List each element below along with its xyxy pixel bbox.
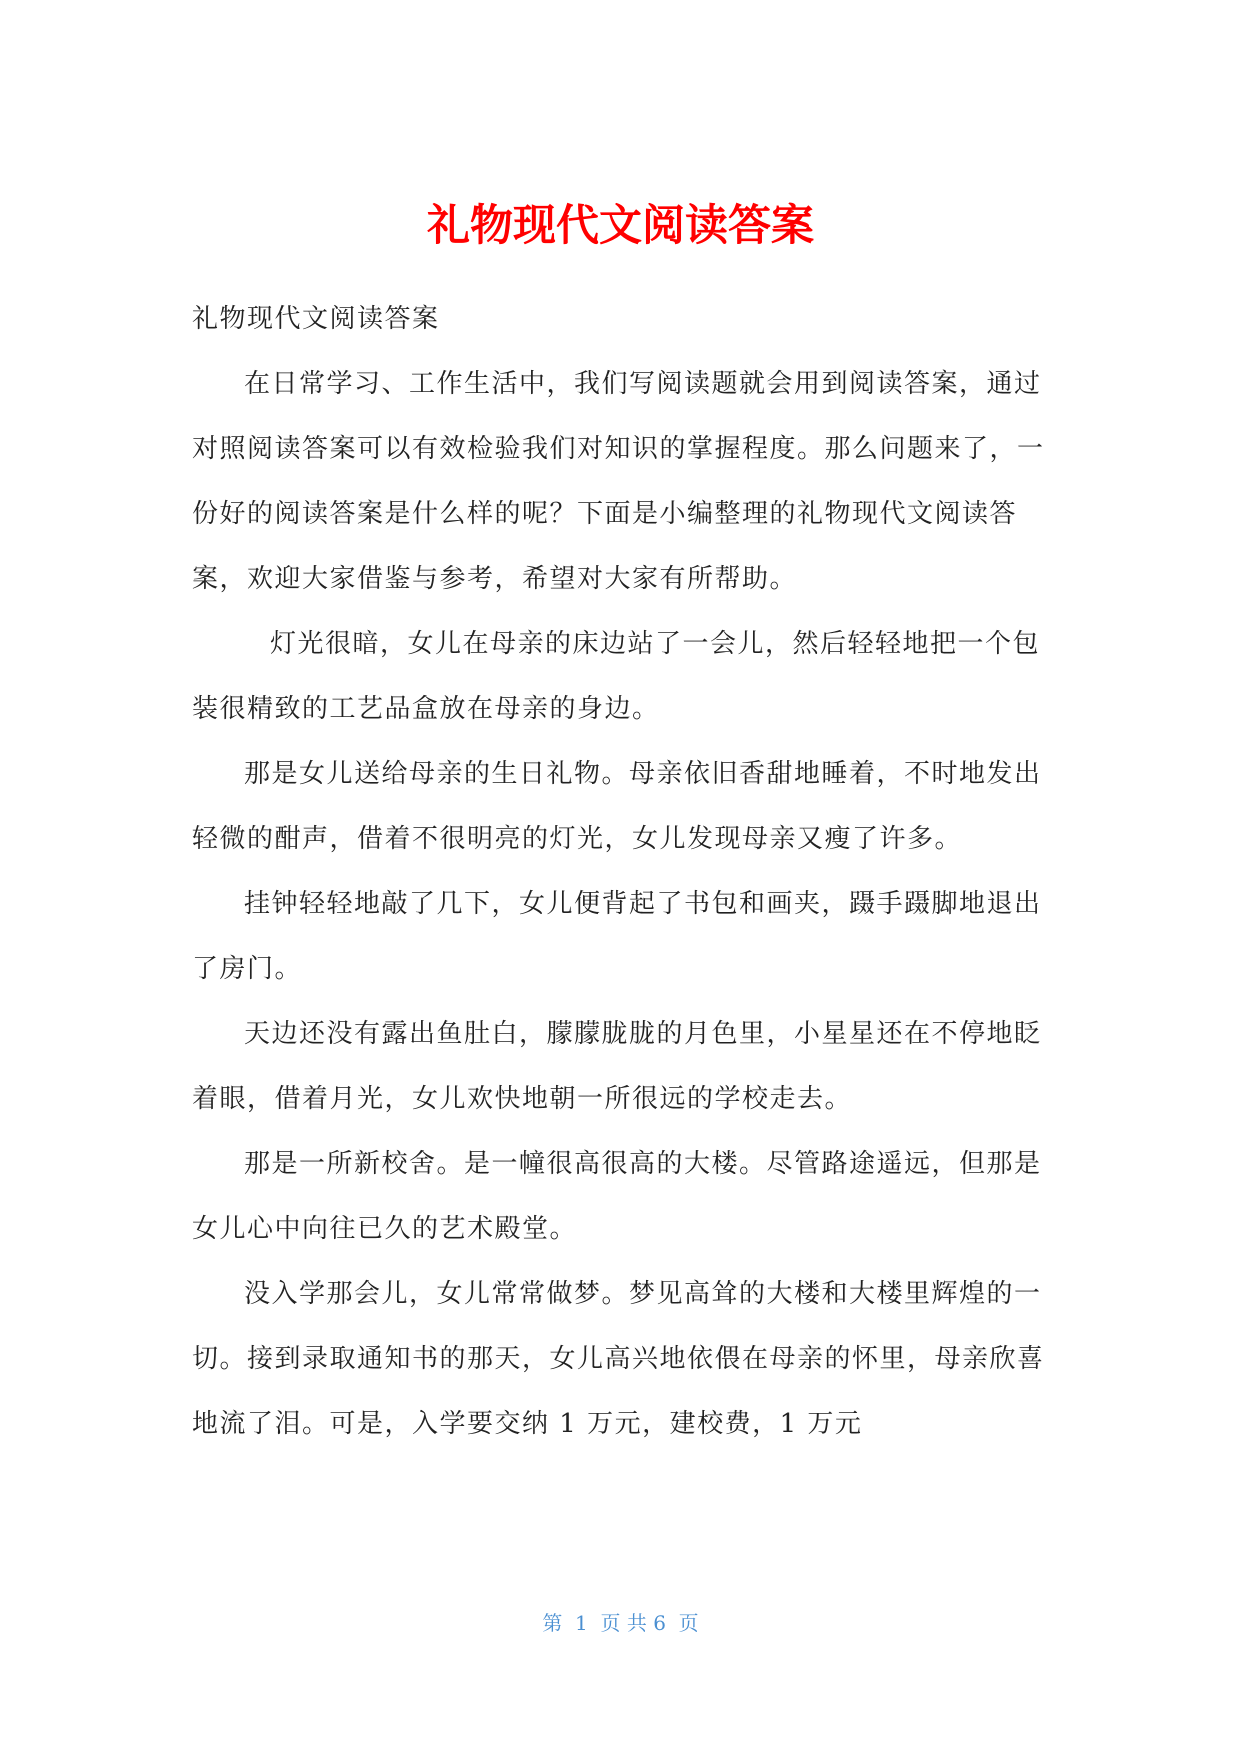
paragraph: 灯光很暗，女儿在母亲的床边站了一会儿，然后轻轻地把一个包装很精致的工艺品盒放在母亲的身边。 xyxy=(192,629,1041,724)
document-title: 礼物现代文阅读答案 xyxy=(427,201,814,251)
document-body xyxy=(192,287,1048,1457)
page-number-footer: 第 1 页 共 6 页 xyxy=(542,1611,699,1635)
paragraph: 天边还没有露出鱼肚白，朦朦胧胧的月色里，小星星还在不停地眨着眼，借着月光，女儿欢快地朝一所很远的学校走去。 xyxy=(192,1019,1042,1114)
paragraph-intro: 在日常学习、工作生活中，我们写阅读题就会用到阅读答案，通过对照阅读答案可以有效检验我们对知识的掌握程度。那么问题来了，一份好的阅读答案是什么样的呢？下面是小编整理的礼物现代文阅读答案，欢迎大家借鉴与参考，希望对大家有所帮助。 xyxy=(192,369,1045,594)
paragraph: 挂钟轻轻地敲了几下，女儿便背起了书包和画夹，蹑手蹑脚地退出了房门。 xyxy=(192,889,1042,984)
paragraph: 那是一所新校舍。是一幢很高很高的大楼。尽管路途遥远，但那是女儿心中向往已久的艺术殿堂。 xyxy=(192,1149,1042,1244)
paragraph: 那是女儿送给母亲的生日礼物。母亲依旧香甜地睡着，不时地发出轻微的酣声，借着不很明亮的灯光，女儿发现母亲又瘦了许多。 xyxy=(192,759,1042,854)
paragraph: 没入学那会儿，女儿常常做梦。梦见高耸的大楼和大楼里辉煌的一切。接到录取通知书的那天，女儿高兴地依偎在母亲的怀里，母亲欣喜地流了泪。可是，入学要交纳 1 万元，建校费，1 万元 xyxy=(192,1279,1045,1439)
document-subtitle: 礼物现代文阅读答案 xyxy=(192,304,440,334)
